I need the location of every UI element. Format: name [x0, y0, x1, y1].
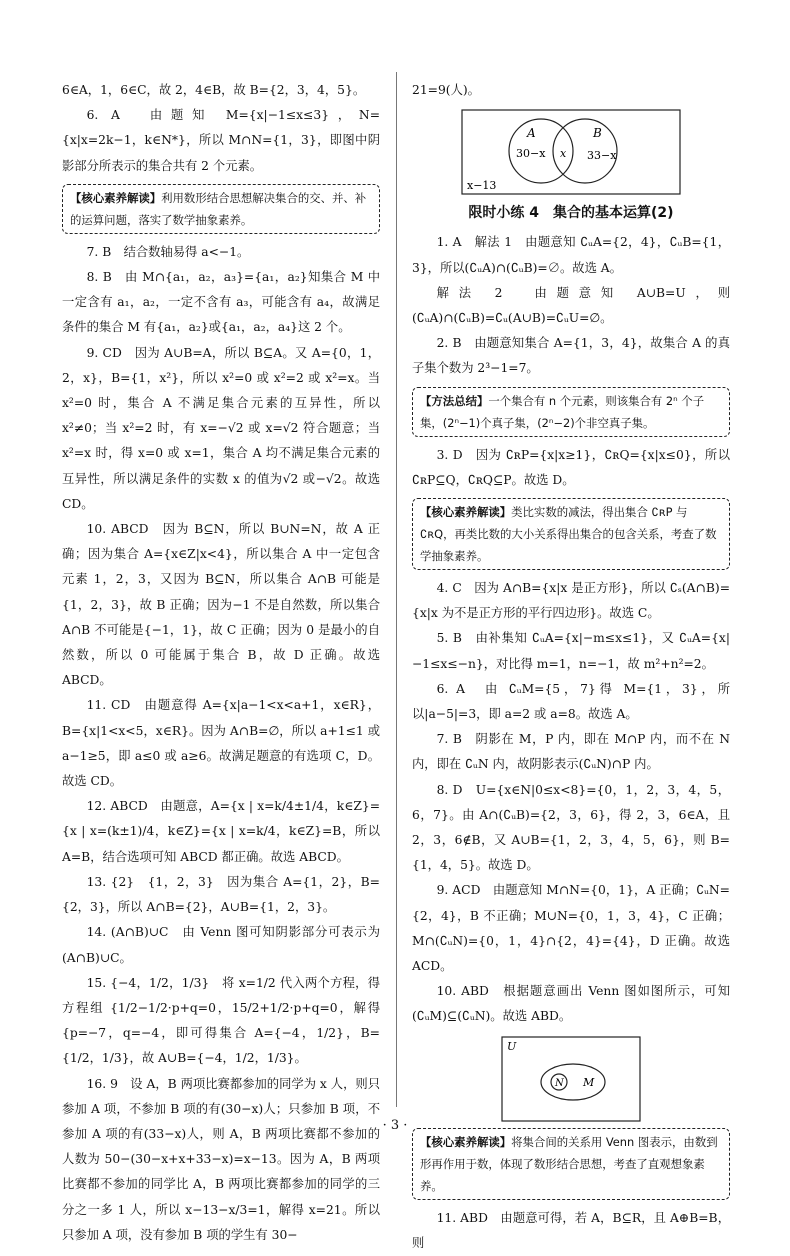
commentary-box	[412, 1128, 730, 1200]
venn2-label-m: M	[583, 1075, 595, 1089]
solution-item: 16. 9 设 A，B 两项比赛都参加的同学为 x 人，则只参加 A 项，不参加 B 项的有(30−x)人；只参加 B 项，不参加 A 项的有(33−x)人，则 A，B 两项比赛都不参加的人数为 50−(30−x+x+33−x)=x−13。因为 A，B 两项比赛都不参加的同学比 A，B 两项比赛都参加的同学的三分之一多 1 人，所以 x−13−x/3=1，解得 x=21。所以只参加 A 项，没有参加 B 项的学生有 30−	[62, 1076, 380, 1242]
solution-item: 6. A 由 ∁ᵤM={5，7}得 M={1，3}，所以|a−5|=3，即 a=2 或 a=8。故选 A。	[412, 681, 730, 722]
commentary-tag: 【核心素养解读】	[420, 1134, 512, 1149]
commentary-text: 利用数形结合思想解决集合的交、并、补的运算问题，落实了数学抽象素养。	[70, 190, 367, 227]
venn-value-mid: x	[560, 147, 567, 161]
solution-item: 解法 2 由题意知 A∪B=U，则(∁ᵤA)∩(∁ᵤB)=∁ᵤ(A∪B)=∁ᵤU=∅。	[412, 285, 730, 326]
solution-item: 6. A 由题知 M={x|−1≤x≤3}，N={x|x=2k−1，k∈N*}，所以 M∩N={1，3}，即图中阴影部分所表示的集合共有 2 个元素。	[62, 108, 380, 173]
solution-item: 12. ABCD 由题意，A={x | x=k/4±1/4，k∈Z}={x | x=(k±1)/4，k∈Z}={x | x=k/4，k∈Z}=B，所以 A=B，结合选项可知 ABCD 都正确。故选 ABCD。	[62, 799, 380, 864]
venn-diagram-ab	[461, 109, 681, 195]
solution-item: 10. ABCD 因为 B⊆N，所以 B∪N=N，故 A 正确；因为集合 A={x∈Z|x<4}，所以集合 A 中一定包含元素 1，2，3，又因为 B⊆N，所以集合 A∩B 可能是{1，2，3}，故 B 正确；因为−1 不是自然数，所以集合 A∩B 不可能是{−1，1}，故 C 正确；因为 0 是最小的自然数，所以 0 可能属于集合 B，故 D 正确。故选 ABCD。	[62, 522, 380, 688]
solution-text: 6∈A，1，6∈C，故 2，4∈B，故 B={2，3，4，5}。	[62, 83, 366, 97]
right-column-body	[412, 230, 730, 1256]
commentary-text: 一个集合有 n 个元素，则该集合有 2ⁿ 个子集，(2ⁿ−1)个真子集，(2ⁿ−2)个非空真子集。	[420, 393, 705, 430]
solution-item: 10. ABD 根据题意画出 Venn 图如图所示，可知(∁ᵤM)⊆(∁ᵤN)。故选 ABD。	[412, 984, 730, 1024]
left-column	[62, 78, 380, 1248]
commentary-tag: 【方法总结】	[420, 393, 489, 408]
carry-over-text: 21=9(人)。	[412, 83, 480, 97]
venn-label-b: B	[593, 126, 602, 141]
commentary-text: 将集合间的关系用 Venn 图表示，由数到形再作用于数，体现了数形结合思想，考查了直观想象素养。	[420, 1134, 718, 1193]
venn2-label-u: U	[507, 1039, 517, 1053]
venn2-universe-rect	[502, 1037, 640, 1121]
solution-item: 14. (A∩B)∪C 由 Venn 图可知阴影部分可表示为(A∩B)∪C。	[62, 925, 380, 965]
section-title: 限时小练 4 集合的基本运算(2)	[468, 205, 674, 222]
solution-item: 11. ABD 由题意可得，若 A，B⊆R，且 A⊕B=B，则	[412, 1210, 730, 1250]
solution-item: 4. C 因为 A∩B={x|x 是正方形}，所以 ∁ₛ(A∩B)={x|x 为不是正方形的平行四边形}。故选 C。	[412, 581, 730, 621]
venn-value-a: 30−x	[516, 147, 546, 161]
solution-item: 8. B 由 M∩{a₁，a₂，a₃}={a₁，a₂}知集合 M 中一定含有 a₁，a₂，一定不含有 a₃，可能含有 a₄，故满足条件的集合 M 有{a₁，a₂}或{a₁，a₂，a₄}这 2 个。	[62, 270, 380, 335]
solution-item: 7. B 结合数轴易得 a<−1。	[86, 244, 250, 259]
solution-item: 1. A 解法 1 由题意知 ∁ᵤA={2，4}，∁ᵤB={1，3}，所以(∁ᵤA)∩(∁ᵤB)=∅。故选 A。	[412, 235, 730, 275]
solution-item: 15. {−4，1/2，1/3} 将 x=1/2 代入两个方程，得方程组 {1/2−1/2·p+q=0，15/2+1/2·p+q=0，解得 {p=−7，q=−4，即可得集合 A={−4，1/2}，B={1/2，1/3}，故 A∪B={−4，1/2，1/3}。	[62, 975, 380, 1066]
column-divider	[396, 72, 397, 1107]
venn-value-b: 33−x	[587, 149, 617, 163]
solution-item: 9. ACD 由题意知 M∩N={0，1}，A 正确；∁ᵤN={2，4}，B 不正确；M∪N={0，1，3，4}，C 正确；M∩(∁ᵤN)={0，1，4}∩{2，4}={4}，D 正确。故选 ACD。	[412, 883, 730, 974]
solution-item: 8. D U={x∈N|0≤x<8}={0，1，2，3，4，5，6，7}。由 A∩(∁ᵤB)={2，3，6}，得 2，3，6∈A，且 2，3，6∉B，又 A∪B={1，2，3，4，5，6}，则 B={1，4，5}。故选 D。	[412, 782, 730, 873]
commentary-tag: 【核心素养解读】	[420, 505, 512, 520]
venn-value-outside: x−13	[467, 179, 497, 193]
solution-item: 5. B 由补集知 ∁ᵤA={x|−m≤x≤1}，又 ∁ᵤA={x|−1≤x≤−n}，对比得 m=1，n=−1，故 m²+n²=2。	[412, 631, 730, 671]
commentary-text: 类比实数的减法，得出集合 ∁ʀP 与 ∁ʀQ，再类比数的大小关系得出集合的包含关系，考查了数学抽象素养。	[420, 505, 717, 564]
page-number: · 3 ·	[382, 1118, 408, 1133]
solution-item: 13. {2} {1，2，3} 因为集合 A={1，2}，B={2，3}，所以 A∩B={2}，A∪B={1，2，3}。	[62, 874, 380, 915]
venn-diagram-mn	[501, 1036, 641, 1122]
solution-item: 2. B 由题意知集合 A={1，3，4}，故集合 A 的真子集个数为 2³−1=7。	[412, 336, 730, 376]
commentary-box	[412, 498, 730, 570]
solution-item: 3. D 因为 ∁ʀP={x|x≥1}，∁ʀQ={x|x≤0}，所以 ∁ʀP⊆Q，∁ʀQ⊆P。故选 D。	[412, 447, 730, 487]
solution-item: 9. CD 因为 A∪B=A，所以 B⊆A。又 A={0，1，2，x}，B={1，x²}，所以 x²=0 或 x²=2 或 x²=x。当 x²=0 时，集合 A 不满足集合元素的互异性，所以 x²≠0；当 x²=2 时，有 x=−√2 或 x=√2 符合题意；当 x²=x 时，得 x=0 或 x=1，集合 A 均不满足集合元素的互异性，所以满足条件的实数 x 的值为√2 或−√2。故选 CD。	[62, 345, 380, 511]
solution-item: 7. B 阴影在 M，P 内，即在 M∩P 内，而不在 N 内，即在 ∁ᵤN 内，故阴影表示(∁ᵤN)∩P 内。	[412, 732, 730, 772]
commentary-box	[412, 387, 730, 437]
right-column	[412, 78, 730, 1256]
commentary-box	[62, 184, 380, 234]
venn-label-a: A	[527, 126, 536, 141]
venn2-label-n: N	[555, 1077, 564, 1089]
commentary-tag: 【核心素养解读】	[70, 190, 162, 205]
solution-item: 11. CD 由题意得 A={x|a−1<x<a+1，x∈R}，B={x|1<x<5，x∈R}。因为 A∩B=∅，所以 a+1≤1 或 a−1≥5，即 a≤0 或 a≥6。故满足题意的有选项 C，D。故选 CD。	[62, 698, 380, 789]
